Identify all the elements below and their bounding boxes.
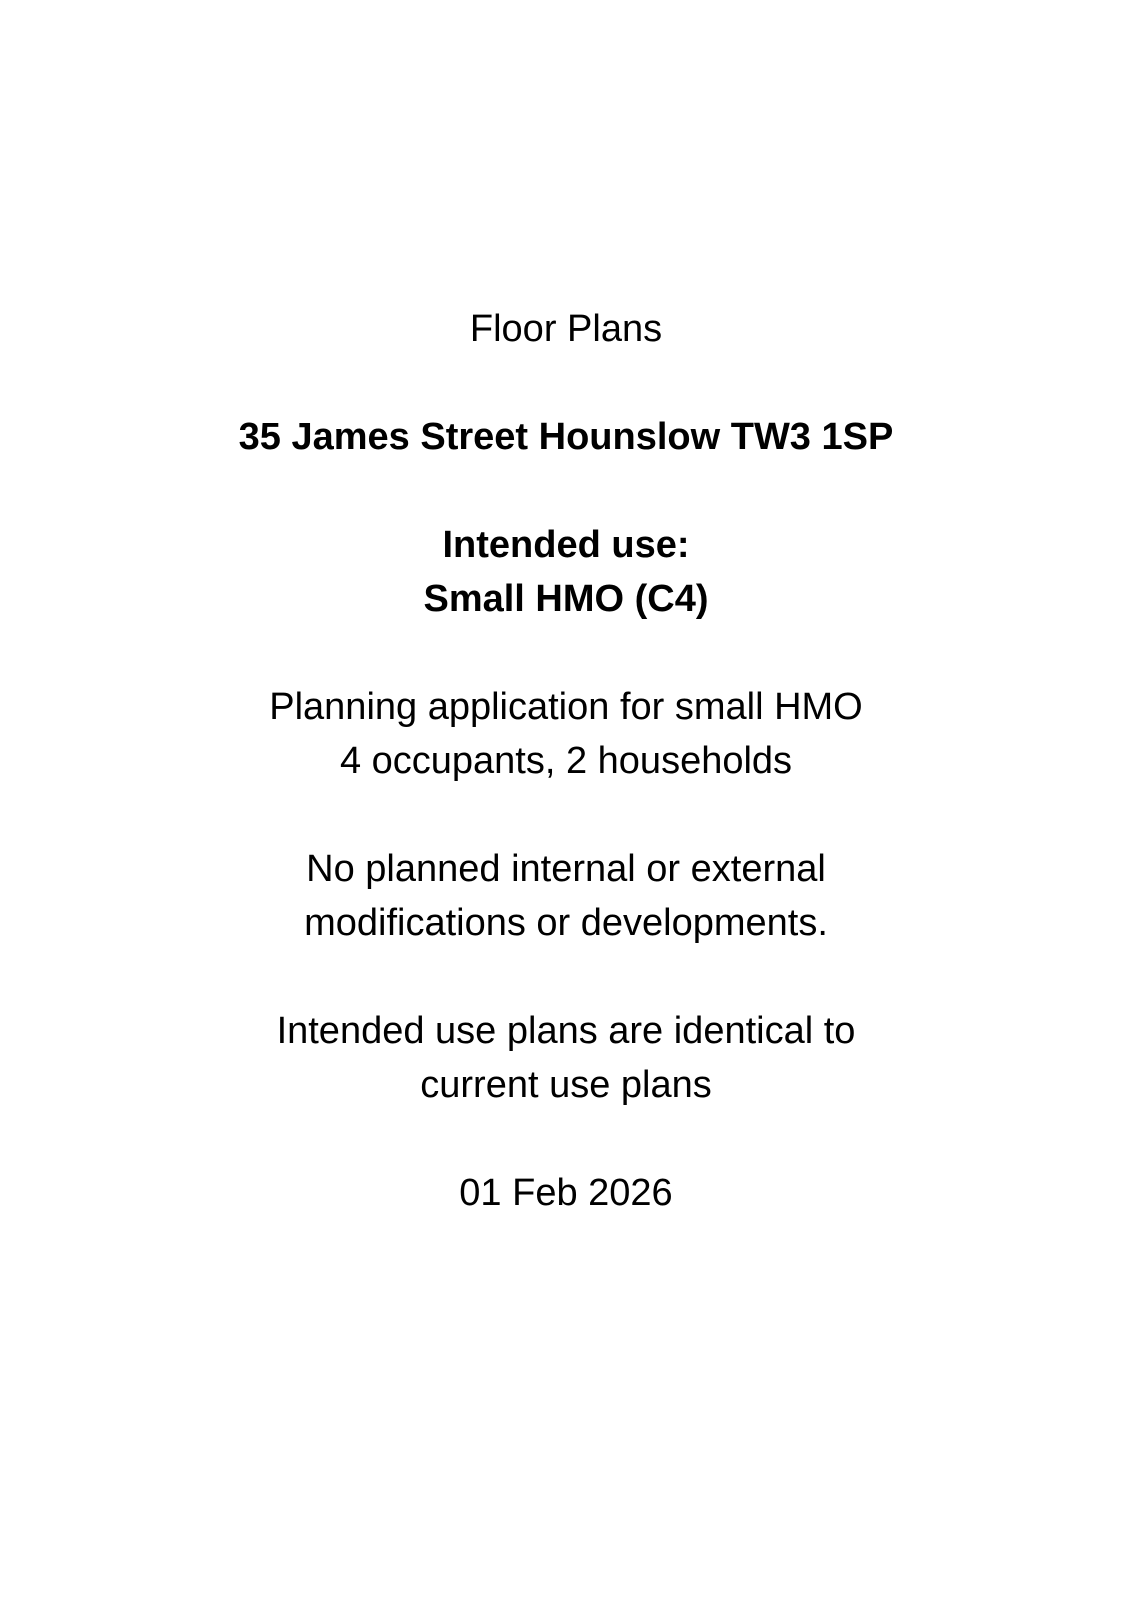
application-line-1: Planning application for small HMO [269, 686, 863, 728]
plans-note-line-2: current use plans [420, 1064, 712, 1106]
plans-note-line-1: Intended use plans are identical to [276, 1010, 856, 1052]
document-date: 01 Feb 2026 [459, 1172, 673, 1214]
intended-use-value: Small HMO (C4) [423, 578, 709, 620]
document-title: Floor Plans [469, 308, 663, 350]
property-address: 35 James Street Hounslow TW3 1SP [238, 416, 894, 458]
modifications-line-1: No planned internal or external [306, 848, 826, 890]
modifications-line-2: modifications or developments. [304, 902, 828, 944]
intended-use-heading: Intended use: [442, 524, 690, 566]
application-line-2: 4 occupants, 2 households [339, 740, 793, 782]
